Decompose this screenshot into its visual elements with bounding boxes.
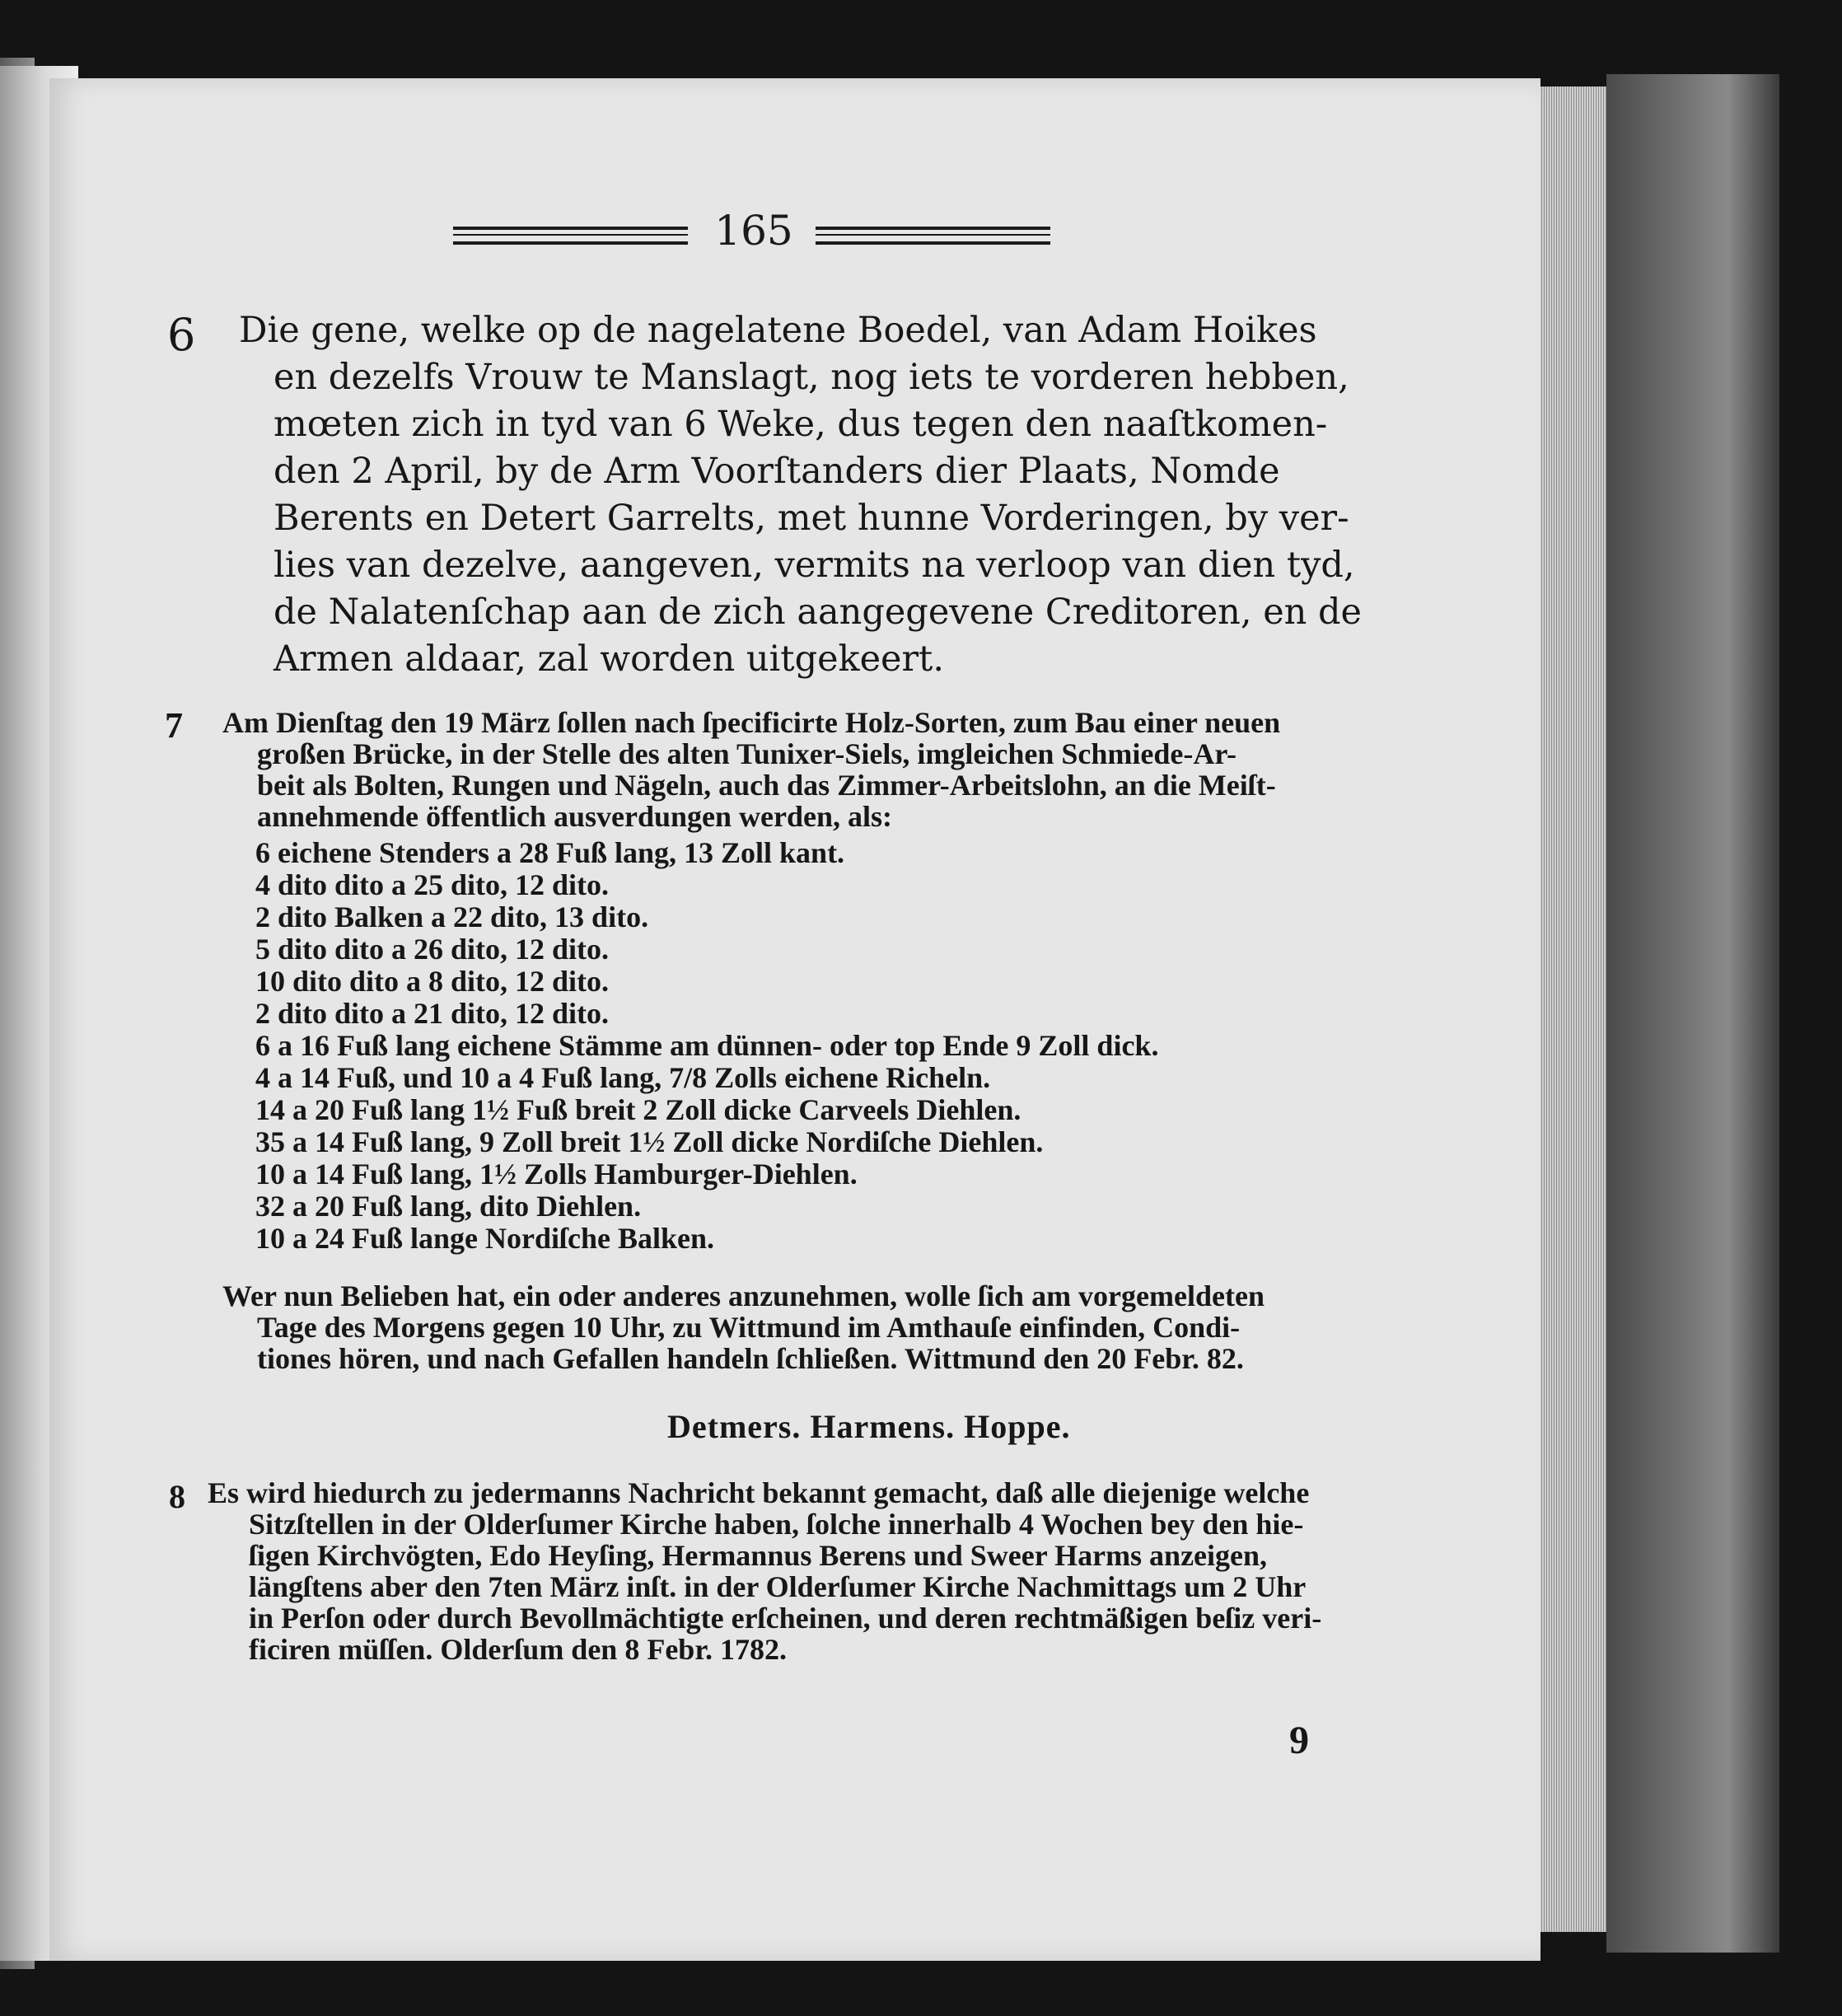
notice-line: ficiren müſſen. Olderſum den 8 Febr. 1782. [249, 1633, 787, 1666]
notice-line: annehmende öffentlich ausverdungen werden, als: [257, 800, 893, 833]
timber-item: 6 a 16 Fuß lang eichene Stämme am dünnen- oder top Ende 9 Zoll dick. [255, 1029, 1159, 1062]
timber-item: 6 eichene Stenders a 28 Fuß lang, 13 Zoll kant. [255, 836, 845, 869]
notice-line: den 2 April, by de Arm Voorſtanders dier Plaats, Nomde [273, 451, 1280, 492]
notice-line: ſigen Kirchvögten, Edo Heyſing, Hermannus Berens und Sweer Harms anzeigen, [249, 1539, 1268, 1572]
notice-line: Es wird hiedurch zu jedermanns Nachricht bekannt gemacht, daß alle diejenige welche [208, 1476, 1310, 1509]
notice-line: Armen aldaar, zal worden uitgekeert. [273, 638, 944, 680]
catchword: 9 [1289, 1719, 1309, 1762]
notice-line: en dezelfs Vrouw te Manslagt, nog iets te vorderen hebben, [273, 357, 1349, 398]
notice-line: de Nalatenſchap aan de zich aangegevene Creditoren, en de [273, 592, 1362, 633]
notice-line: lies van dezelve, aangeven, vermits na verloop van dien tyd, [273, 545, 1355, 586]
timber-item: 4 a 14 Fuß, und 10 a 4 Fuß lang, 7/8 Zolls eichene Richeln. [255, 1061, 991, 1094]
timber-item: 10 a 24 Fuß lange Nordiſche Balken. [255, 1222, 715, 1255]
timber-item: 5 dito dito a 26 dito, 12 dito. [255, 933, 610, 966]
notice-number: 6 [167, 309, 196, 361]
notice-line: Tage des Morgens gegen 10 Uhr, zu Wittmund im Amthauſe einfinden, Condi- [257, 1311, 1241, 1344]
timber-item: 2 dito dito a 21 dito, 12 dito. [255, 997, 610, 1030]
notice-line: Berents en Detert Garrelts, met hunne Vorderingen, by ver- [273, 498, 1349, 539]
notice-line: beit als Bolten, Rungen und Nägeln, auch das Zimmer-Arbeitslohn, an die Meiſt- [257, 769, 1276, 802]
notice-line: mœten zich in tyd van 6 Weke, dus tegen den naaſtkomen- [273, 404, 1328, 445]
notice-line: großen Brücke, in der Stelle des alten Tunixer-Siels, imgleichen Schmiede-Ar- [257, 737, 1237, 770]
page-header [453, 207, 1063, 260]
notice-line: Wer nun Belieben hat, ein oder anderes anzunehmen, wolle ſich am vorgemeldeten [222, 1279, 1265, 1312]
timber-item: 10 dito dito a 8 dito, 12 dito. [255, 965, 610, 998]
notice-number: 8 [169, 1478, 185, 1515]
page-number: 165 [714, 207, 793, 255]
page-edges [1532, 87, 1606, 1932]
timber-item: 4 dito dito a 25 dito, 12 dito. [255, 868, 610, 901]
notice-line: Die gene, welke op de nagelatene Boedel, van Adam Hoikes [239, 310, 1317, 351]
notice-line: tiones hören, und nach Gefallen handeln ſchließen. Wittmund den 20 Febr. 82. [257, 1342, 1244, 1375]
right-cover [1606, 74, 1779, 1953]
header-rule-right [816, 227, 1050, 245]
notice-line: Sitzſtellen in der Olderſumer Kirche haben, ſolche innerhalb 4 Wochen bey den hie- [249, 1508, 1304, 1541]
signatories: Detmers. Harmens. Hoppe. [667, 1408, 1071, 1445]
timber-item: 32 a 20 Fuß lang, dito Diehlen. [255, 1190, 642, 1223]
notice-line: in Perſon oder durch Bevollmächtigte erſcheinen, und deren rechtmäßigen beſiz veri- [249, 1602, 1322, 1635]
notice-line: längſtens aber den 7ten März inſt. in der Olderſumer Kirche Nachmittags um 2 Uhr [249, 1570, 1307, 1603]
timber-item: 14 a 20 Fuß lang 1½ Fuß breit 2 Zoll dicke Carveels Diehlen. [255, 1093, 1022, 1126]
notice-number: 7 [165, 705, 183, 746]
timber-item: 10 a 14 Fuß lang, 1½ Zolls Hamburger-Diehlen. [255, 1158, 858, 1190]
header-rule-left [453, 227, 688, 245]
notice-line: Am Dienſtag den 19 März ſollen nach ſpecificirte Holz-Sorten, zum Bau einer neuen [222, 706, 1281, 739]
timber-item: 2 dito Balken a 22 dito, 13 dito. [255, 900, 649, 933]
timber-list [255, 837, 1158, 1255]
timber-item: 35 a 14 Fuß lang, 9 Zoll breit 1½ Zoll dicke Nordiſche Diehlen. [255, 1125, 1044, 1158]
